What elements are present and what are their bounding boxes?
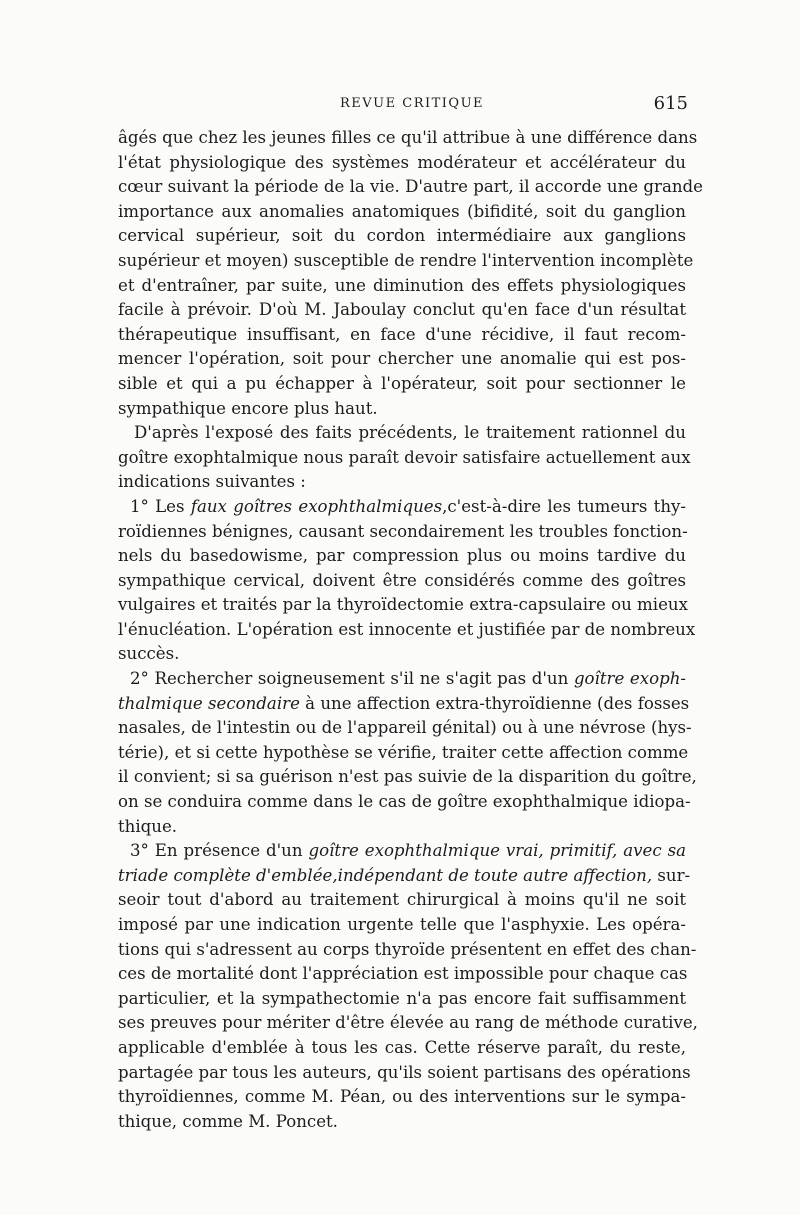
text-line <box>118 692 690 717</box>
page-number: 615 <box>653 93 688 114</box>
text-line: indications suivantes : <box>118 472 306 492</box>
text-line: D'après l'exposé des faits précédents, le traitement rationnel du <box>134 423 686 443</box>
text-line: thique, comme M. Poncet. <box>118 1111 338 1131</box>
text-line: importance aux anomalies anatomiques (bifidité, soit du ganglion <box>118 201 686 221</box>
italic-term: goître exoph- <box>573 669 686 689</box>
text-line: cervical supérieur, soit du cordon intermédiaire aux ganglions <box>118 226 686 246</box>
text-line: tions qui s'adressent au corps thyroïde présentent en effet des chan- <box>118 939 697 959</box>
text-run: sur- <box>652 865 691 885</box>
text-run: 1° Les <box>130 496 191 516</box>
text-line: il convient; si sa guérison n'est pas suivie de la disparition du goître, <box>118 767 697 787</box>
italic-term: triade complète d'emblée,indépendant de toute autre affection, <box>118 865 653 885</box>
text-line: thérapeutique insuffisant, en face d'une récidive, il faut recom- <box>118 324 686 344</box>
text-line: mencer l'opération, soit pour chercher une anomalie qui est pos- <box>118 349 686 369</box>
text-line: l'état physiologique des systèmes modérateur et accélérateur du <box>118 152 686 172</box>
body-text <box>118 126 703 1134</box>
running-header <box>118 94 688 118</box>
text-line: facile à prévoir. D'où M. Jaboulay conclut qu'en face d'un résultat <box>118 300 686 320</box>
text-line: applicable d'emblée à tous les cas. Cette réserve paraît, du reste, <box>118 1037 686 1057</box>
text-line <box>118 864 691 889</box>
text-line: ses preuves pour mériter d'être élevée au rang de méthode curative, <box>118 1013 698 1033</box>
text-run: ,c'est-à-dire les tumeurs thy- <box>442 496 686 516</box>
text-line: thique. <box>118 816 178 836</box>
text-run: 3° En présence d'un <box>130 841 309 861</box>
text-line: particulier, et la sympathectomie n'a pas encore fait suffisamment <box>118 988 686 1008</box>
italic-term: faux goîtres exophthalmiques <box>190 496 443 516</box>
text-line: roïdiennes bénignes, causant secondairement les troubles fonction- <box>118 521 688 541</box>
text-line: goître exophtalmique nous paraît devoir satisfaire actuellement aux <box>118 447 691 467</box>
text-line: succès. <box>118 644 180 664</box>
italic-term: goître exophthalmique vrai, primitif, avec sa <box>308 841 686 861</box>
text-line <box>118 839 686 864</box>
text-line: vulgaires et traités par la thyroïdectomie extra-capsulaire ou mieux <box>118 595 688 615</box>
text-line: cœur suivant la période de la vie. D'autre part, il accorde une grande <box>118 177 703 197</box>
text-line: thyroïdiennes, comme M. Péan, ou des interventions sur le sympa- <box>118 1087 686 1107</box>
text-line: seoir tout d'abord au traitement chirurgical à moins qu'il ne soit <box>118 890 686 910</box>
text-run: à une affection extra-thyroïdienne (des fosses <box>299 693 690 713</box>
text-line: nasales, de l'intestin ou de l'appareil génital) ou à une névrose (hys- <box>118 718 692 738</box>
text-line: l'énucléation. L'opération est innocente et justifiée par de nombreux <box>118 619 696 639</box>
text-line: supérieur et moyen) susceptible de rendre l'intervention incomplète <box>118 250 694 270</box>
text-line <box>118 495 686 520</box>
text-line: âgés que chez les jeunes filles ce qu'il attribue à une différence dans <box>118 128 698 147</box>
text-line: sympathique encore plus haut. <box>118 398 378 418</box>
text-line: sible et qui a pu échapper à l'opérateur, soit pour sectionner le <box>118 373 686 393</box>
text-line: imposé par une indication urgente telle que l'asphyxie. Les opéra- <box>118 915 686 934</box>
text-run: 2° Rechercher soigneusement s'il ne s'agit pas d'un <box>130 669 574 689</box>
text-line: térie), et si cette hypothèse se vérifie, traiter cette affection comme <box>118 742 689 762</box>
text-line: nels du basedowisme, par compression plus ou moins tardive du <box>118 546 686 566</box>
italic-term: thalmique secondaire <box>118 693 300 713</box>
text-line: et d'entraîner, par suite, une diminution des effets physiologiques <box>118 275 686 295</box>
text-line: sympathique cervical, doivent être considérés comme des goîtres <box>118 570 686 590</box>
text-line <box>118 667 686 692</box>
text-line: ces de mortalité dont l'appréciation est impossible pour chaque cas <box>118 964 688 984</box>
running-title: REVUE CRITIQUE <box>340 96 485 111</box>
text-line: on se conduira comme dans le cas de goître exophthalmique idiopa- <box>118 792 691 812</box>
text-line: partagée par tous les auteurs, qu'ils soient partisans des opérations <box>118 1062 691 1082</box>
